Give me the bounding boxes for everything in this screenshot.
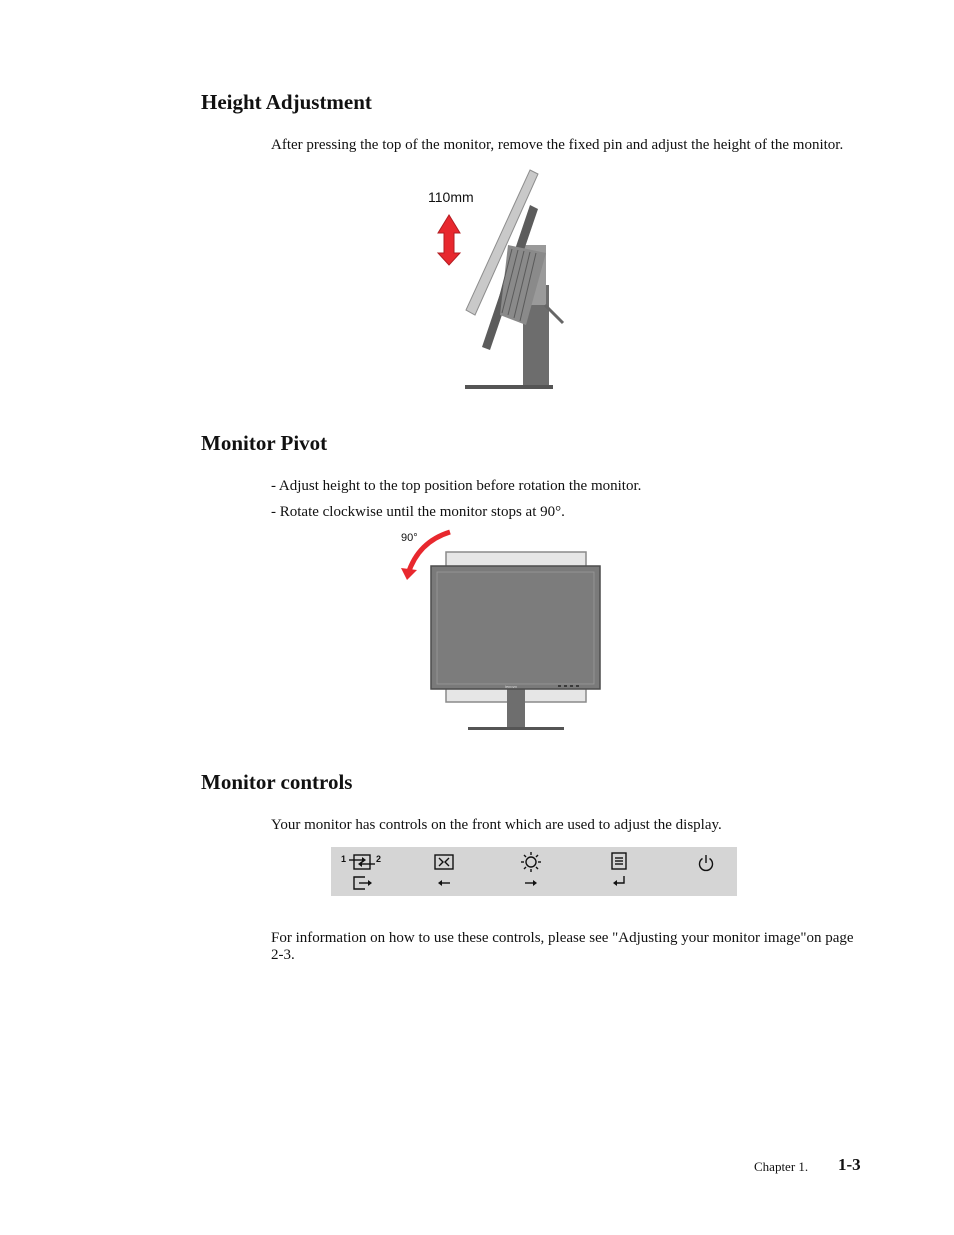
input-1-label: 1 (341, 854, 347, 864)
monitor-pivot-figure (398, 528, 608, 732)
brightness-icon (520, 851, 542, 873)
left-arrow-icon (437, 877, 451, 889)
enter-icon (612, 875, 626, 889)
controls-reference-note: For information on how to use these controls, please see "Adjusting your monitor image"on page 2-3. (271, 930, 854, 963)
rotation-angle-label: 90° (401, 532, 418, 544)
monitor-controls-intro: Your monitor has controls on the front which are used to adjust the display. (271, 817, 722, 833)
image-setup-icon (433, 853, 455, 871)
page-number: 1-3 (838, 1155, 861, 1174)
monitor-controls-heading: Monitor controls (201, 770, 353, 794)
input-2-label: 2 (376, 854, 382, 864)
height-adjustment-text: After pressing the top of the monitor, remove the fixed pin and adjust the height of the monitor. (271, 137, 844, 153)
power-icon (697, 854, 715, 872)
input-switch-icon (349, 853, 375, 871)
pivot-instruction-1: - Adjust height to the top position before rotation the monitor. (271, 478, 642, 494)
height-arrow-icon (438, 215, 460, 265)
input-source-button[interactable] (341, 853, 383, 891)
footer-chapter: Chapter 1. (754, 1159, 809, 1174)
right-arrow-icon (524, 877, 538, 889)
brand-logo: lenovo (505, 684, 517, 689)
image-setup-button[interactable] (424, 853, 464, 889)
menu-icon (610, 852, 628, 870)
power-button[interactable] (686, 854, 726, 872)
pivot-instruction-2: - Rotate clockwise until the monitor stops at 90°. (271, 504, 565, 520)
height-adjustment-figure (420, 165, 570, 395)
exit-icon (351, 875, 373, 891)
monitor-control-panel (331, 847, 737, 896)
height-adjustment-heading: Height Adjustment (201, 90, 372, 114)
height-range-label: 110mm (428, 189, 474, 205)
monitor-pivot-heading: Monitor Pivot (201, 431, 328, 455)
brightness-button[interactable] (511, 851, 551, 889)
menu-button[interactable] (599, 852, 639, 889)
